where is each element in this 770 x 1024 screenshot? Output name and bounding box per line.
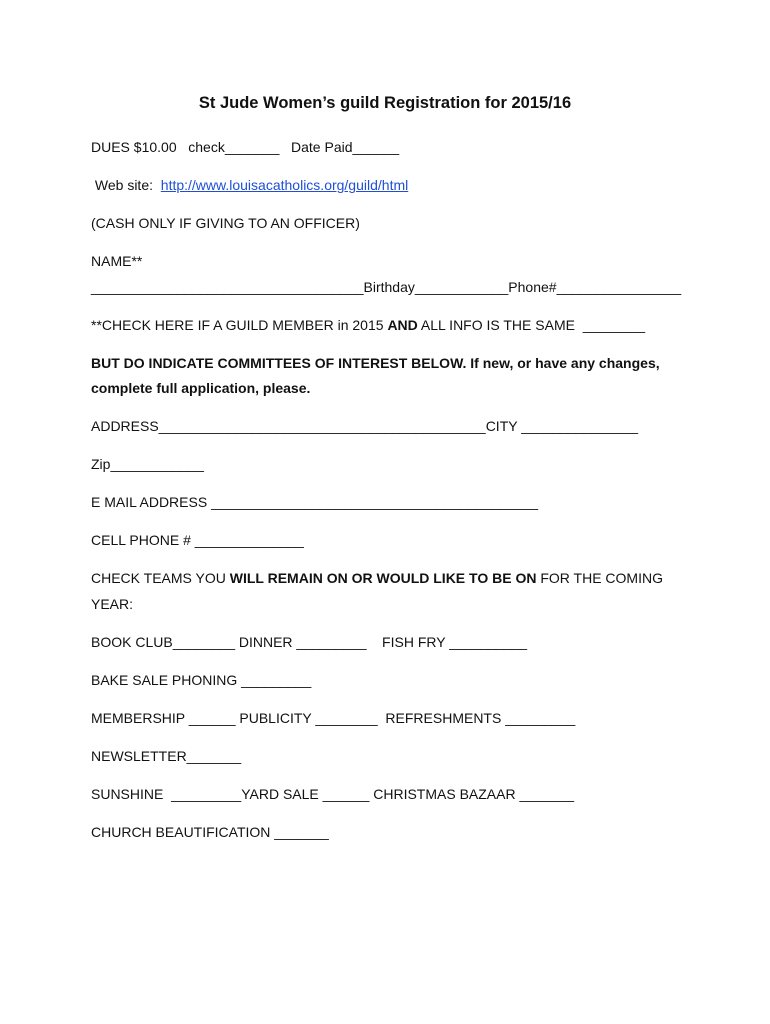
form-title: St Jude Women’s guild Registration for 2015/16 [198, 94, 572, 112]
teams-bold: WILL REMAIN ON OR WOULD LIKE TO BE ON [229, 570, 537, 586]
committee-line[interactable]: BAKE SALE PHONING _________ [91, 672, 312, 688]
committee-line[interactable]: NEWSLETTER_______ [91, 748, 242, 764]
website-line [91, 176, 408, 194]
instruction-line-2: complete full application, please. [91, 380, 311, 396]
committee-line[interactable]: CHURCH BEAUTIFICATION _______ [91, 824, 329, 840]
guild-member-check-bold: AND [387, 317, 418, 333]
cash-note: (CASH ONLY IF GIVING TO AN OFFICER) [91, 215, 360, 231]
committee-line[interactable]: BOOK CLUB________ DINNER _________ FISH FRY __________ [91, 634, 528, 650]
email-field[interactable]: E MAIL ADDRESS __________________________________________ [91, 494, 539, 510]
guild-member-check-line[interactable] [91, 316, 645, 334]
website-label: Web site: [91, 177, 161, 193]
committee-line[interactable]: SUNSHINE _________YARD SALE ______ CHRISTMAS BAZAAR _______ [91, 786, 574, 802]
teams-post: FOR THE COMING [536, 570, 663, 586]
instruction-line-1: BUT DO INDICATE COMMITTEES OF INTEREST BELOW. If new, or have any changes, [91, 355, 660, 371]
guild-member-check-pre: **CHECK HERE IF A GUILD MEMBER in 2015 [91, 317, 388, 333]
cell-phone-field[interactable]: CELL PHONE # ______________ [91, 532, 304, 548]
teams-instruction-line-2: YEAR: [91, 596, 134, 612]
teams-pre: CHECK TEAMS YOU [91, 570, 230, 586]
name-label: NAME** [91, 253, 143, 269]
name-birthday-phone-field[interactable]: ___________________________________Birthday____________Phone#________________ [91, 279, 682, 295]
address-city-field[interactable]: ADDRESS__________________________________________CITY _______________ [91, 418, 639, 434]
committee-line[interactable]: MEMBERSHIP ______ PUBLICITY ________ REFRESHMENTS _________ [91, 710, 576, 726]
guild-member-check-post: ALL INFO IS THE SAME ________ [417, 317, 646, 333]
dues-line: DUES $10.00 check_______ Date Paid______ [91, 139, 400, 155]
zip-field[interactable]: Zip____________ [91, 456, 204, 472]
teams-instruction-line-1 [91, 569, 663, 587]
website-link[interactable]: http://www.louisacatholics.org/guild/html [160, 177, 409, 193]
